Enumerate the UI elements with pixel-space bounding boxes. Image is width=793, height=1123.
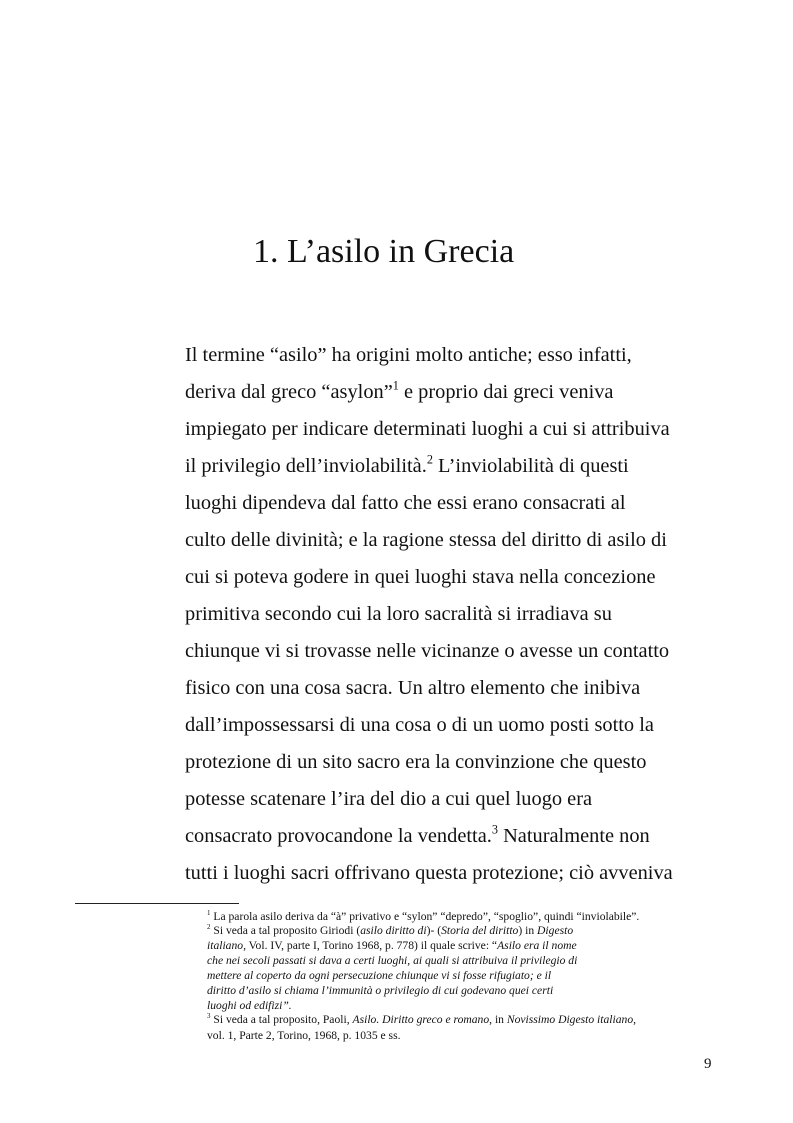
body-line: deriva dal greco “asylon”$^1$ e proprio dai greci veniva [185,378,614,403]
body-line: culto delle divinità; e la ragione stessa del diritto di asilo di [185,529,667,551]
body-line: impiegato per indicare determinati luoghi a cui si attribuiva [185,418,670,440]
footnote-2-line: $^2$ Si veda a tal proposito Giriodi (asilo diritto di)- (Storia del diritto) in Digesto [207,923,574,937]
chapter-title: 1. L’asilo in Grecia [253,233,515,270]
body-line: potesse scatenare l’ira del dio a cui quel luogo era [185,788,593,810]
footnote-3-line: vol. 1, Parte 2, Torino, 1968, p. 1035 e ss. [207,1029,401,1042]
footnote-1: $^1$ La parola asilo deriva da “à” privativo e “sylon” “depredo”, “spoglio”, quindi “inviolabile”. [207,909,640,923]
body-line: dall’impossessarsi di una cosa o di un uomo posti sotto la [185,714,654,736]
footnote-2-line: che nei secoli passati si dava a certi luoghi, ai quali si attribuiva il privilegio di [207,954,578,967]
body-line: luoghi dipendeva dal fatto che essi erano consacrati al [185,492,626,514]
footnote-2-line: mettere al coperto da ogni persecuzione chiunque vi si fosse rifugiato; e il [207,969,552,982]
page-number: 9 [704,1056,712,1072]
footnote-3-line: $^3$ Si veda a tal proposito, Paoli, Asilo. Diritto greco e romano, in Novissimo Digesto italiano, [207,1012,637,1026]
body-line: consacrato provocandone la vendetta.$^3$ Naturalmente non [185,822,650,847]
body-line: chiunque vi si trovasse nelle vicinanze o avesse un contatto [185,640,670,662]
body-line: fisico con una cosa sacra. Un altro elemento che inibiva [185,677,641,699]
footnote-2-line: italiano, Vol. IV, parte I, Torino 1968, p. 778) il quale scrive: “Asilo era il nome [207,939,577,952]
footnote-2-line: luoghi od edifizi”. [207,999,292,1012]
body-line: cui si poteva godere in quei luoghi stava nella concezione [185,566,656,588]
footnote-ref: 1 [392,378,399,393]
body-line: protezione di un sito sacro era la convinzione che questo [185,751,647,773]
body-line: il privilegio dell’inviolabilità.$^2$ L’inviolabilità di questi [185,452,629,477]
body-line: Il termine “asilo” ha origini molto antiche; esso infatti, [185,344,632,366]
body-line: tutti i luoghi sacri offrivano questa protezione; ciò avveniva [185,862,673,884]
footnote-2-line: diritto d’asilo si chiama l’immunità o privilegio di cui godevano quei certi [207,984,554,997]
body-line: primitiva secondo cui la loro sacralità si irradiava su [185,603,612,625]
footnote-ref: 2 [426,452,433,467]
footnote-separator [75,903,239,904]
footnote-ref: 3 [491,822,498,837]
